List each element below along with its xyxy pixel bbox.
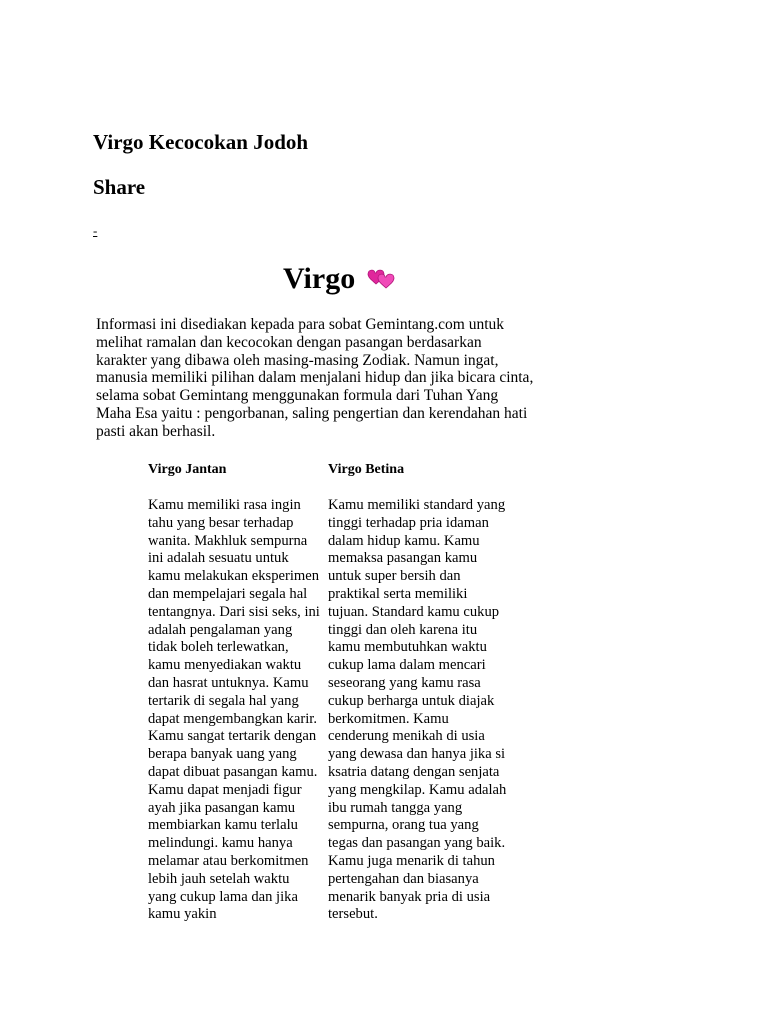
virgo-jantan-column	[148, 461, 320, 924]
virgo-jantan-text: Kamu memiliki rasa ingin tahu yang besar terhadap wanita. Makhluk sempurna ini adalah sesuatu untuk kamu melakukan eksperimen dan mempelajari segala hal tentangnya. Dari sisi seks, ini adalah pengalaman yang tidak boleh terlewatkan, kamu menyediakan waktu dan hasrat untuknya. Kamu tertarik di segala hal yang dapat mengembangkan karir. Kamu sangat tertarik dengan berapa banyak uang yang dapat dibuat pasangan kamu. Kamu dapat menjadi figur ayah jika pasangan kamu membiarkan kamu terlalu melindungi. kamu hanya melamar atau berkomitmen lebih jauh setelah waktu yang cukup lama dan jika kamu yakin	[148, 497, 320, 923]
virgo-betina-heading: Virgo Betina	[328, 462, 405, 477]
hearts-icon	[366, 266, 396, 290]
share-heading: Share	[93, 175, 146, 199]
intro-paragraph: Informasi ini disediakan kepada para sobat Gemintang.com untuk melihat ramalan dan kecocokan dengan pasangan berdasarkan karakter yang dibawa oleh masing-masing Zodiak. Namun ingat, manusia memiliki pilihan dalam menjalani hidup dan jika bicara cinta, selama sobat Gemintang menggunakan formula dari Tuhan Yang Maha Esa yaitu : pengorbanan, saling pengertian dan kerendahan hati pasti akan berhasil.	[96, 316, 534, 440]
virgo-heading: Virgo	[283, 262, 356, 295]
virgo-betina-column	[328, 461, 508, 924]
virgo-betina-text: Kamu memiliki standard yang tinggi terhadap pria idaman dalam hidup kamu. Kamu memaksa pasangan kamu untuk super bersih dan praktikal serta memiliki tujuan. Standard kamu cukup tinggi dan oleh karena itu kamu membutuhkan waktu cukup lama dalam mencari seseorang yang kamu rasa cukup berharga untuk diajak berkomitmen. Kamu cenderung menikah di usia yang dewasa dan hanya jika si ksatria datang dengan senjata yang mengkilap. Kamu adalah ibu rumah tangga yang sempurna, orang tua yang tegas dan pasangan yang baik. Kamu juga menarik di tahun pertengahan dan biasanya menarik banyak pria di usia tersebut.	[328, 497, 507, 923]
page-title: Virgo Kecocokan Jodoh	[93, 130, 309, 154]
virgo-jantan-heading: Virgo Jantan	[148, 462, 227, 477]
heart-right	[378, 274, 394, 288]
dash-link[interactable]: -	[93, 223, 98, 238]
